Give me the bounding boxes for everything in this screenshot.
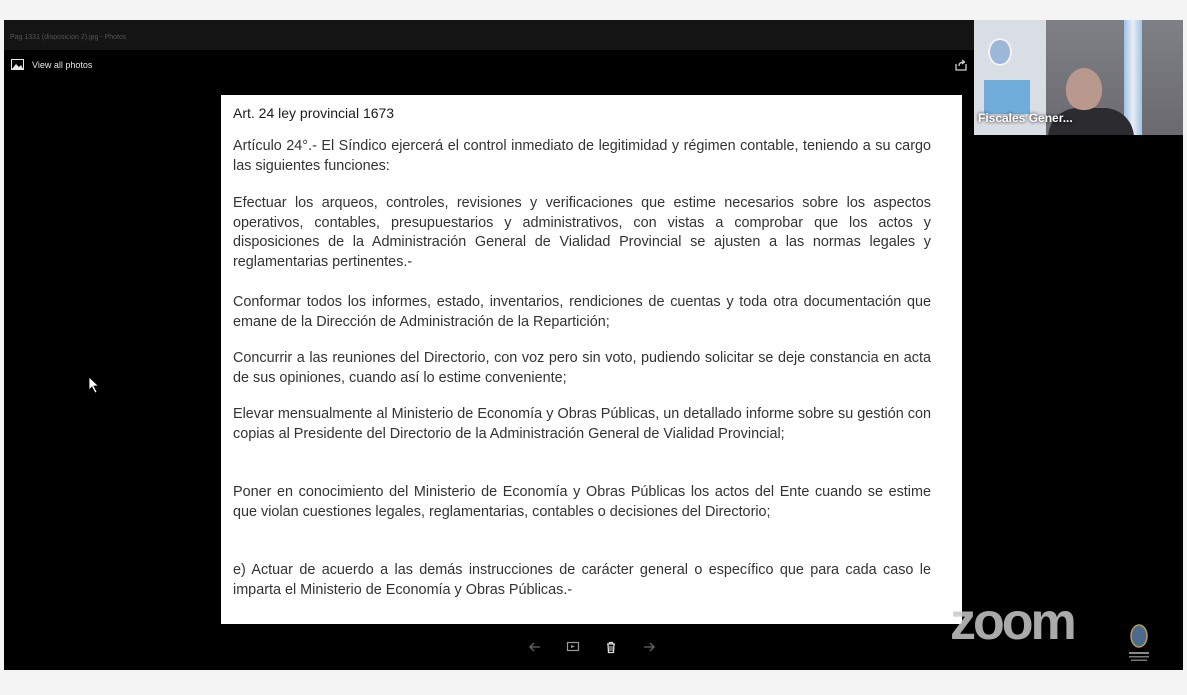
paragraph-elevar: Elevar mensualmente al Ministerio de Economía y Obras Públicas, un detallado informe sobre su gestión con copias al Presidente del Directorio de la Administración General de Vialidad Provincial; bbox=[233, 406, 931, 442]
photo-viewer-window bbox=[4, 20, 1183, 670]
paragraph-conocimiento: Poner en conocimiento del Ministerio de Economía y Obras Públicas los actos del Ente cuando se estime que violan cuestiones legales, reglamentarias, contables o decisiones del Directorio; bbox=[233, 484, 931, 520]
participant-video-tile[interactable] bbox=[974, 20, 1183, 135]
arrow-right-icon[interactable] bbox=[642, 640, 656, 654]
image-icon bbox=[11, 59, 24, 70]
photo-controls bbox=[528, 640, 656, 654]
government-emblem-icon bbox=[1124, 620, 1154, 664]
paragraph-instrucciones: e) Actuar de acuerdo a las demás instrucciones de carácter general o específico que para cada caso le imparta el Ministerio de Economía y Obras Públicas.- bbox=[233, 562, 931, 598]
view-all-photos-label: View all photos bbox=[32, 59, 93, 70]
window-title: Pag 1331 (disposicion 2).jpg - Photos bbox=[10, 34, 127, 41]
paragraph-informes: Conformar todos los informes, estado, inventarios, rendiciones de cuentas y toda otra documentación que emane de la Dirección de Administración de la Repartición; bbox=[233, 294, 931, 330]
view-all-photos-button[interactable] bbox=[11, 59, 92, 70]
paragraph-intro: Artículo 24°.- El Síndico ejercerá el control inmediato de legitimidad y régimen contable, teniendo a su cargo las siguientes funciones: bbox=[233, 138, 931, 174]
document-image bbox=[221, 95, 962, 624]
share-icon[interactable] bbox=[954, 58, 968, 77]
participant-name: Fiscales Gener... bbox=[978, 111, 1073, 125]
trash-icon[interactable] bbox=[604, 640, 618, 654]
slideshow-icon[interactable] bbox=[566, 640, 580, 654]
mouse-pointer-icon bbox=[88, 376, 100, 399]
document-heading: Art. 24 ley provincial 1673 bbox=[233, 105, 395, 121]
paragraph-reuniones: Concurrir a las reuniones del Directorio, con voz pero sin voto, pudiendo solicitar se deje constancia en acta de sus opiniones, cuando así lo estime conveniente; bbox=[233, 350, 931, 386]
paragraph-arqueos: Efectuar los arqueos, controles, revisiones y verificaciones que estime necesarios sobre los aspectos operativos, contables, presupuestarios y administrativos, con vistas a comprobar que los actos y disposiciones de la Administración General de Vialidad Provincial se ajusten a las normas legales y reglamentarias pertinentes.- bbox=[233, 195, 931, 270]
participant-head bbox=[1066, 68, 1102, 110]
arrow-left-icon[interactable] bbox=[528, 640, 542, 654]
seal-emblem bbox=[988, 38, 1012, 66]
zoom-logo: zoom bbox=[950, 593, 1074, 651]
